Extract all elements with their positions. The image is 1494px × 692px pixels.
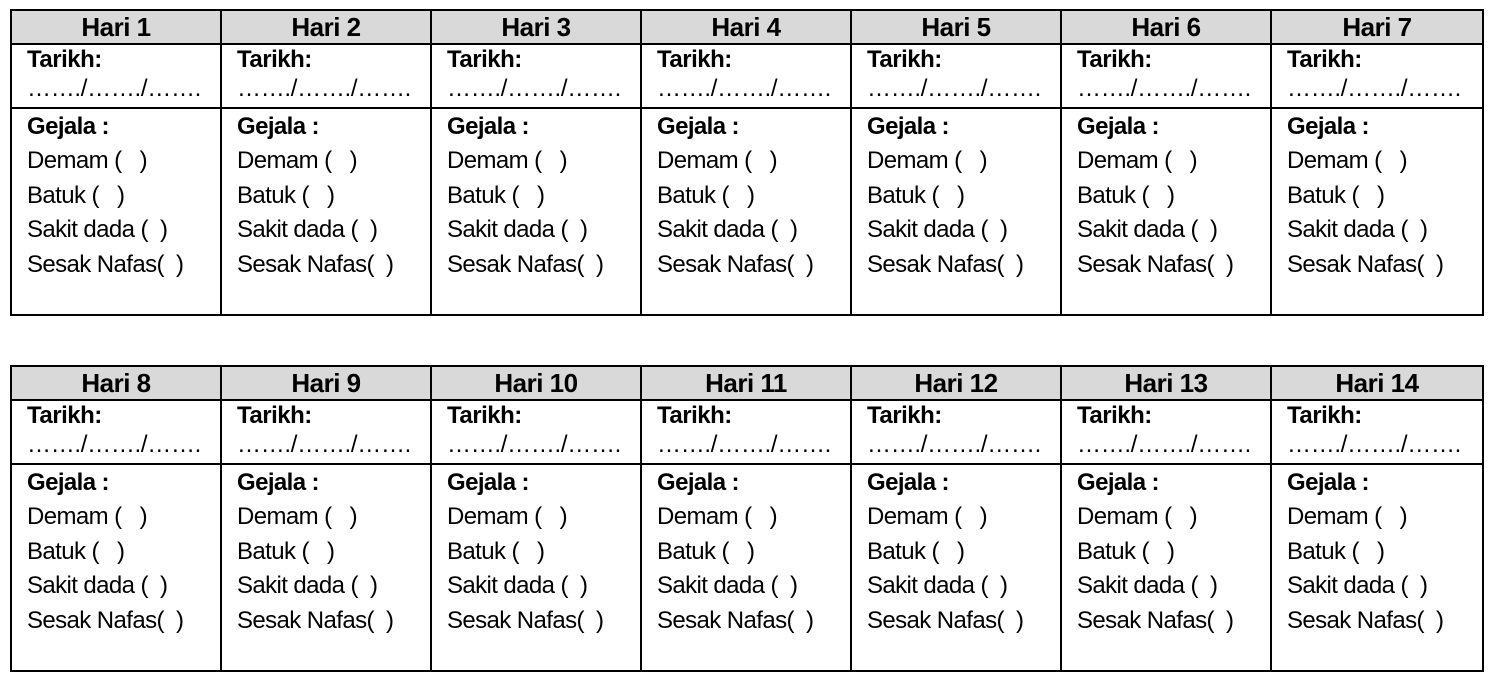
symptom-checkbox-item[interactable]: Demam ( ): [27, 147, 148, 174]
symptoms-row: [11, 464, 1483, 671]
symptom-checkbox-item[interactable]: Demam ( ): [27, 503, 148, 530]
symptom-checkbox-item[interactable]: Sesak Nafas( ): [27, 606, 184, 634]
symptom-checkbox-item[interactable]: Demam ( ): [1287, 147, 1408, 174]
symptoms-cell: [1271, 464, 1483, 671]
date-label: Tarikh:: [237, 402, 312, 429]
symptoms-row: [11, 108, 1483, 315]
day-header: Hari 8: [11, 366, 221, 400]
day-header: Hari 12: [851, 366, 1061, 400]
symptom-checkbox-item[interactable]: Sesak Nafas( ): [27, 250, 184, 278]
date-label: Tarikh:: [237, 46, 312, 73]
symptom-checkbox-item[interactable]: Sakit dada ( ): [657, 216, 798, 243]
date-blank-field[interactable]: ……./……./…….: [447, 431, 622, 458]
symptom-checkbox-item[interactable]: Demam ( ): [867, 147, 988, 174]
symptoms-title: Gejala :: [1077, 469, 1159, 496]
date-cell[interactable]: [221, 400, 431, 464]
symptoms-cell: [641, 464, 851, 671]
symptom-checkbox-item[interactable]: Batuk ( ): [447, 181, 545, 209]
symptom-checkbox-item[interactable]: Demam ( ): [1287, 503, 1408, 530]
date-label: Tarikh:: [1077, 402, 1152, 429]
days-table-week-1: [10, 9, 1484, 316]
symptom-checkbox-item[interactable]: Sesak Nafas( ): [237, 250, 394, 278]
date-blank-field[interactable]: ……./……./…….: [1287, 431, 1462, 458]
symptom-checkbox-item[interactable]: Demam ( ): [867, 503, 988, 530]
symptoms-cell: [1061, 108, 1271, 315]
symptoms-title: Gejala :: [447, 113, 529, 140]
symptoms-title: Gejala :: [1287, 469, 1369, 496]
date-cell[interactable]: [1271, 400, 1483, 464]
symptom-checkbox-item[interactable]: Sakit dada ( ): [447, 572, 588, 599]
date-cell[interactable]: [11, 44, 221, 108]
day-header-row: [11, 366, 1483, 400]
days-table-week-2: [10, 365, 1484, 672]
date-row: [11, 44, 1483, 108]
symptom-checkbox-item[interactable]: Demam ( ): [1077, 503, 1198, 530]
day-header: Hari 2: [221, 10, 431, 44]
symptom-checkbox-item[interactable]: Sakit dada ( ): [27, 216, 168, 243]
symptoms-title: Gejala :: [1077, 113, 1159, 140]
symptom-checkbox-item[interactable]: Sesak Nafas( ): [867, 250, 1024, 278]
day-header: Hari 9: [221, 366, 431, 400]
date-blank-field[interactable]: ……./……./…….: [867, 431, 1042, 458]
symptom-checkbox-item[interactable]: Batuk ( ): [27, 181, 125, 209]
symptom-checkbox-item[interactable]: Batuk ( ): [867, 537, 965, 565]
symptom-checkbox-item[interactable]: Sakit dada ( ): [1077, 572, 1218, 599]
day-header: Hari 1: [11, 10, 221, 44]
date-cell[interactable]: [851, 44, 1061, 108]
symptom-checkbox-item[interactable]: Demam ( ): [657, 147, 778, 174]
date-blank-field[interactable]: ……./……./…….: [867, 75, 1042, 102]
symptom-checkbox-item[interactable]: Sesak Nafas( ): [867, 606, 1024, 634]
symptom-checkbox-item[interactable]: Batuk ( ): [657, 537, 755, 565]
symptom-checkbox-item[interactable]: Batuk ( ): [237, 181, 335, 209]
date-cell[interactable]: [221, 44, 431, 108]
symptom-checkbox-item[interactable]: Sesak Nafas( ): [1077, 250, 1234, 278]
date-label: Tarikh:: [447, 402, 522, 429]
date-cell[interactable]: [1271, 44, 1483, 108]
symptoms-cell: [431, 464, 641, 671]
symptoms-cell: [221, 464, 431, 671]
symptoms-title: Gejala :: [27, 113, 109, 140]
date-label: Tarikh:: [27, 402, 102, 429]
symptoms-cell: [11, 464, 221, 671]
symptoms-title: Gejala :: [237, 469, 319, 496]
symptom-checkbox-item[interactable]: Sakit dada ( ): [27, 572, 168, 599]
symptom-checkbox-item[interactable]: Demam ( ): [447, 147, 568, 174]
day-header: Hari 14: [1271, 366, 1483, 400]
day-header: Hari 3: [431, 10, 641, 44]
date-label: Tarikh:: [867, 402, 942, 429]
date-blank-field[interactable]: ……./……./…….: [237, 431, 412, 458]
symptom-checkbox-item[interactable]: Demam ( ): [1077, 147, 1198, 174]
symptom-checkbox-item[interactable]: Sesak Nafas( ): [1287, 250, 1444, 278]
symptom-checkbox-item[interactable]: Sakit dada ( ): [867, 216, 1008, 243]
symptom-checkbox-item[interactable]: Sakit dada ( ): [237, 216, 378, 243]
symptom-checkbox-item[interactable]: Batuk ( ): [1287, 181, 1385, 209]
symptom-checkbox-item[interactable]: Batuk ( ): [1077, 181, 1175, 209]
symptoms-cell: [1271, 108, 1483, 315]
days-table-body: [11, 366, 1483, 671]
symptoms-title: Gejala :: [867, 113, 949, 140]
date-label: Tarikh:: [867, 46, 942, 73]
symptom-checkbox-item[interactable]: Sakit dada ( ): [237, 572, 378, 599]
symptom-checkbox-item[interactable]: Demam ( ): [447, 503, 568, 530]
symptom-checkbox-item[interactable]: Batuk ( ): [1077, 537, 1175, 565]
day-header-row: [11, 10, 1483, 44]
symptoms-cell: [11, 108, 221, 315]
symptom-checkbox-item[interactable]: Batuk ( ): [237, 537, 335, 565]
date-blank-field[interactable]: ……./……./…….: [657, 431, 832, 458]
date-label: Tarikh:: [447, 46, 522, 73]
date-cell[interactable]: [431, 44, 641, 108]
date-label: Tarikh:: [1287, 46, 1362, 73]
symptom-checkbox-item[interactable]: Batuk ( ): [657, 181, 755, 209]
symptom-checkbox-item[interactable]: Sakit dada ( ): [657, 572, 798, 599]
symptoms-cell: [431, 108, 641, 315]
day-header: Hari 5: [851, 10, 1061, 44]
symptom-checkbox-item[interactable]: Sakit dada ( ): [1287, 216, 1428, 243]
date-cell[interactable]: [641, 44, 851, 108]
date-label: Tarikh:: [1287, 402, 1362, 429]
date-cell[interactable]: [431, 400, 641, 464]
date-label: Tarikh:: [27, 46, 102, 73]
days-table-body: [11, 10, 1483, 315]
symptoms-title: Gejala :: [447, 469, 529, 496]
date-blank-field[interactable]: ……./……./…….: [447, 75, 622, 102]
date-row: [11, 400, 1483, 464]
symptom-checkbox-item[interactable]: Demam ( ): [237, 503, 358, 530]
symptoms-title: Gejala :: [867, 469, 949, 496]
symptoms-cell: [851, 464, 1061, 671]
symptom-checkbox-item[interactable]: Sesak Nafas( ): [1077, 606, 1234, 634]
date-blank-field[interactable]: ……./……./…….: [1077, 431, 1252, 458]
symptom-checkbox-item[interactable]: Sesak Nafas( ): [657, 606, 814, 634]
symptom-checkbox-item[interactable]: Sakit dada ( ): [1287, 572, 1428, 599]
date-label: Tarikh:: [657, 46, 732, 73]
symptoms-title: Gejala :: [1287, 113, 1369, 140]
symptom-checkbox-item[interactable]: Sakit dada ( ): [1077, 216, 1218, 243]
symptoms-cell: [641, 108, 851, 315]
symptoms-cell: [1061, 464, 1271, 671]
date-label: Tarikh:: [1077, 46, 1152, 73]
symptoms-title: Gejala :: [27, 469, 109, 496]
day-header: Hari 6: [1061, 10, 1271, 44]
date-cell[interactable]: [1061, 400, 1271, 464]
symptoms-cell: [851, 108, 1061, 315]
symptom-checkbox-item[interactable]: Sesak Nafas( ): [447, 606, 604, 634]
symptom-checkbox-item[interactable]: Batuk ( ): [27, 537, 125, 565]
symptoms-title: Gejala :: [237, 113, 319, 140]
symptom-checkbox-item[interactable]: Sakit dada ( ): [867, 572, 1008, 599]
symptom-checkbox-item[interactable]: Sesak Nafas( ): [1287, 606, 1444, 634]
date-cell[interactable]: [1061, 44, 1271, 108]
date-blank-field[interactable]: ……./……./…….: [1287, 75, 1462, 102]
symptoms-title: Gejala :: [657, 113, 739, 140]
date-blank-field[interactable]: ……./……./…….: [27, 431, 202, 458]
symptom-checkbox-item[interactable]: Batuk ( ): [867, 181, 965, 209]
date-cell[interactable]: [851, 400, 1061, 464]
symptom-checkbox-item[interactable]: Batuk ( ): [447, 537, 545, 565]
date-blank-field[interactable]: ……./……./…….: [1077, 75, 1252, 102]
symptom-checkbox-item[interactable]: Sesak Nafas( ): [237, 606, 394, 634]
date-cell[interactable]: [11, 400, 221, 464]
symptoms-title: Gejala :: [657, 469, 739, 496]
symptom-checkbox-item[interactable]: Sakit dada ( ): [447, 216, 588, 243]
date-blank-field[interactable]: ……./……./…….: [657, 75, 832, 102]
symptoms-cell: [221, 108, 431, 315]
day-header: Hari 4: [641, 10, 851, 44]
symptom-checkbox-item[interactable]: Demam ( ): [237, 147, 358, 174]
day-header: Hari 10: [431, 366, 641, 400]
symptom-checkbox-item[interactable]: Batuk ( ): [1287, 537, 1385, 565]
date-blank-field[interactable]: ……./……./…….: [237, 75, 412, 102]
day-header: Hari 7: [1271, 10, 1483, 44]
symptom-checkbox-item[interactable]: Sesak Nafas( ): [657, 250, 814, 278]
symptom-checkbox-item[interactable]: Sesak Nafas( ): [447, 250, 604, 278]
date-blank-field[interactable]: ……./……./…….: [27, 75, 202, 102]
day-header: Hari 11: [641, 366, 851, 400]
day-header: Hari 13: [1061, 366, 1271, 400]
date-cell[interactable]: [641, 400, 851, 464]
symptom-checkbox-item[interactable]: Demam ( ): [657, 503, 778, 530]
date-label: Tarikh:: [657, 402, 732, 429]
